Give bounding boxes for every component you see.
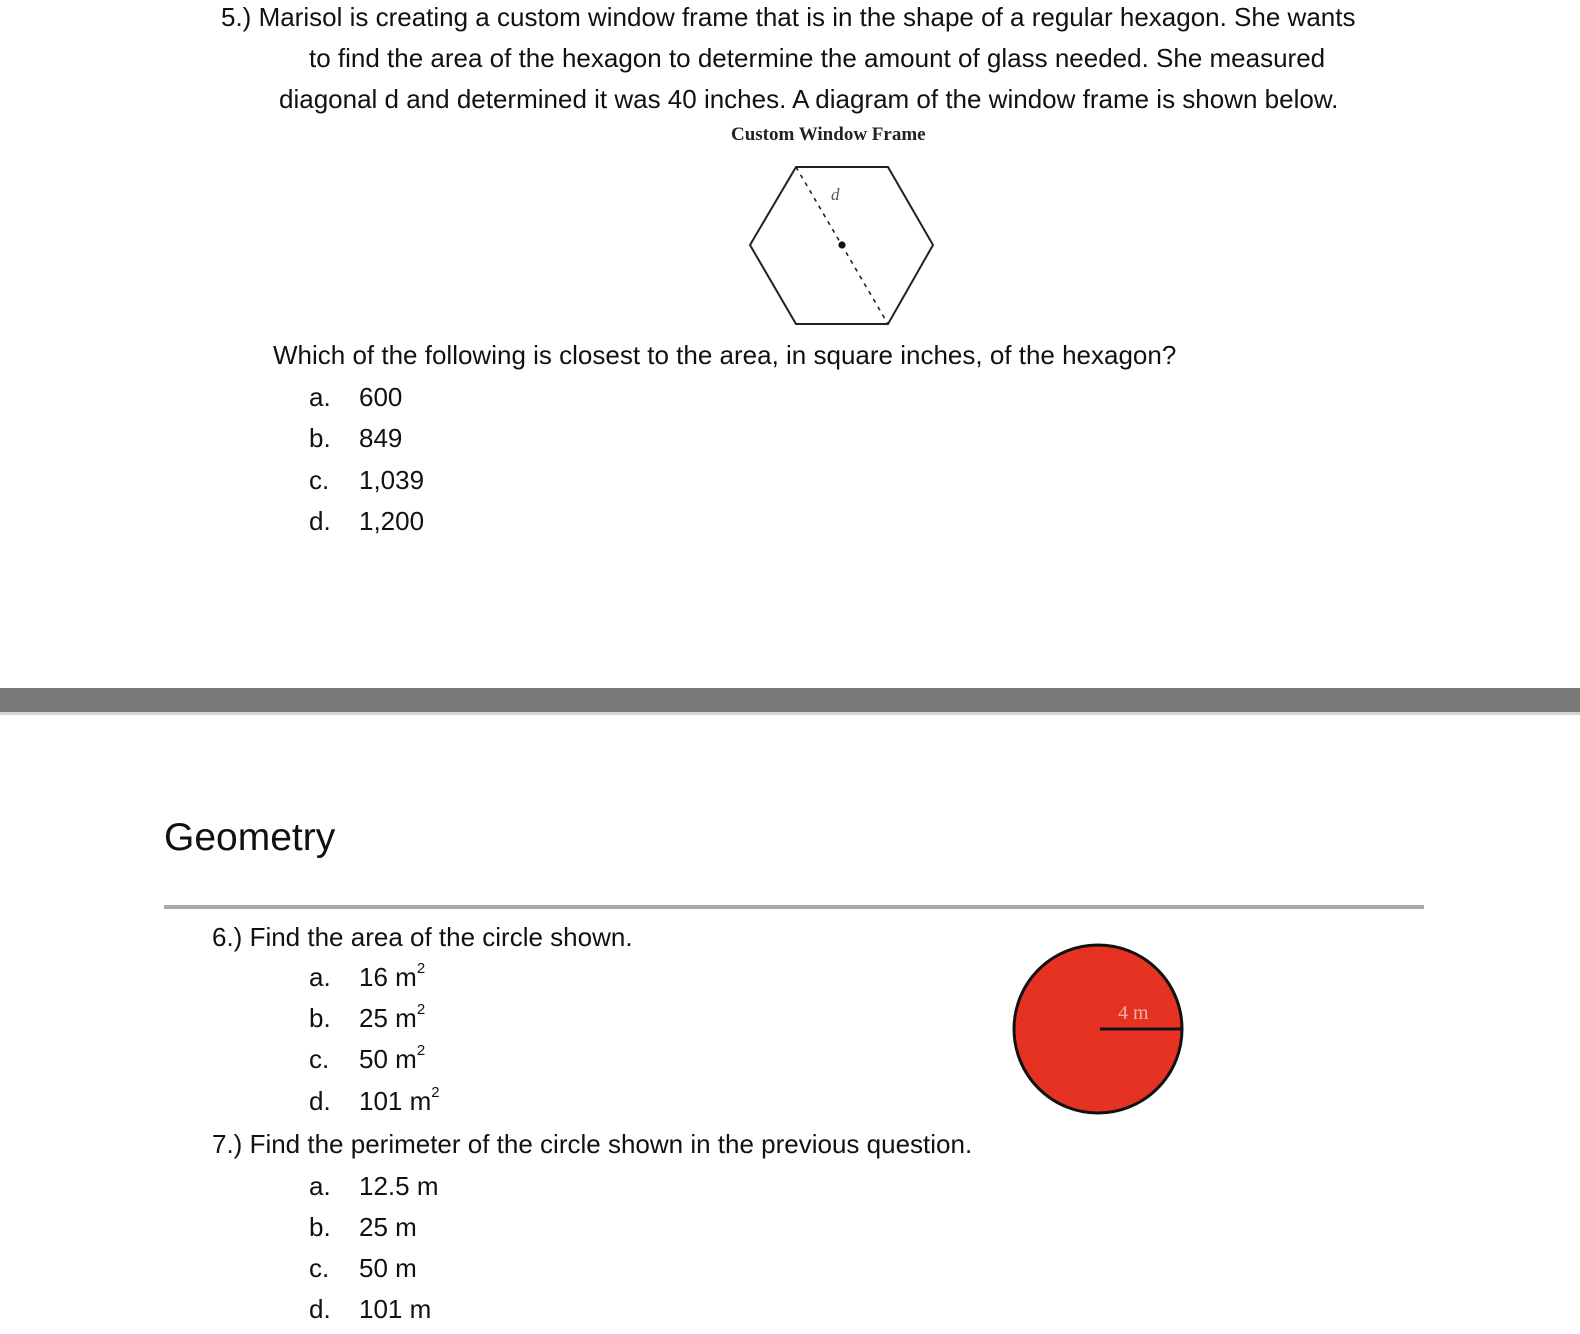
option-letter: a. (309, 382, 331, 412)
page-divider (0, 688, 1580, 712)
option-text: 600 (359, 382, 403, 412)
q5-option-d[interactable] (309, 504, 424, 538)
option-text: 101 m (359, 1294, 432, 1324)
option-value: 50 m (359, 1044, 417, 1074)
option-letter: a. (309, 962, 331, 992)
option-text: 50 m (359, 1253, 417, 1283)
hexagon-diagram (740, 158, 945, 336)
q5-option-b[interactable] (309, 421, 402, 455)
q5-line-2: to find the area of the hexagon to determine the amount of glass needed. She measured (309, 43, 1326, 73)
q6-option-a[interactable] (309, 960, 425, 994)
option-letter: b. (309, 423, 331, 453)
circle-diagram (1005, 940, 1195, 1120)
page-divider-edge (0, 712, 1580, 715)
radius-label: 4 m (1118, 1002, 1149, 1024)
option-text: 12.5 m (359, 1171, 439, 1201)
option-letter: d. (309, 1294, 331, 1324)
q5-option-a[interactable] (309, 380, 402, 414)
option-letter: b. (309, 1003, 331, 1033)
option-letter: c. (309, 1044, 330, 1074)
section-title: Geometry (164, 816, 336, 859)
option-letter: c. (309, 465, 330, 495)
option-exponent: 2 (431, 1084, 440, 1102)
option-value: 101 m (359, 1086, 432, 1116)
q7-question: 7.) Find the perimeter of the circle shown in the previous question. (212, 1129, 973, 1159)
option-exponent: 2 (416, 960, 426, 978)
q7-option-a[interactable] (309, 1169, 439, 1203)
q6-question: 6.) Find the area of the circle shown. (212, 922, 633, 952)
q7-option-d[interactable] (309, 1292, 431, 1326)
option-value: 16 m (359, 962, 417, 992)
option-exponent: 2 (416, 1001, 426, 1019)
option-text: 849 (359, 423, 403, 453)
q6-option-c[interactable] (309, 1042, 425, 1076)
q5-line-3: diagonal d and determined it was 40 inches. A diagram of the window frame is shown below. (279, 84, 1339, 114)
q6-option-d[interactable] (309, 1084, 440, 1118)
option-text: 25 m (359, 1212, 417, 1242)
option-exponent: 2 (416, 1042, 426, 1060)
figure-title: Custom Window Frame (731, 124, 926, 145)
section-rule (164, 905, 1424, 909)
option-letter: c. (309, 1253, 330, 1283)
q5-option-c[interactable] (309, 463, 424, 497)
diagonal-label: d (831, 185, 840, 204)
option-value: 25 m (359, 1003, 417, 1033)
option-text: 1,039 (359, 465, 425, 495)
q7-option-c[interactable] (309, 1251, 417, 1285)
hexagon-center-dot (838, 241, 845, 248)
option-text: 1,200 (359, 506, 425, 536)
option-letter: a. (309, 1171, 331, 1201)
q6-option-b[interactable] (309, 1001, 425, 1035)
q7-option-b[interactable] (309, 1210, 417, 1244)
option-letter: b. (309, 1212, 331, 1242)
q5-question: Which of the following is closest to the area, in square inches, of the hexagon? (273, 340, 1177, 370)
option-letter: d. (309, 506, 331, 536)
option-letter: d. (309, 1086, 331, 1116)
q5-line-1: 5.) Marisol is creating a custom window frame that is in the shape of a regular hexagon. She wants (221, 2, 1356, 32)
